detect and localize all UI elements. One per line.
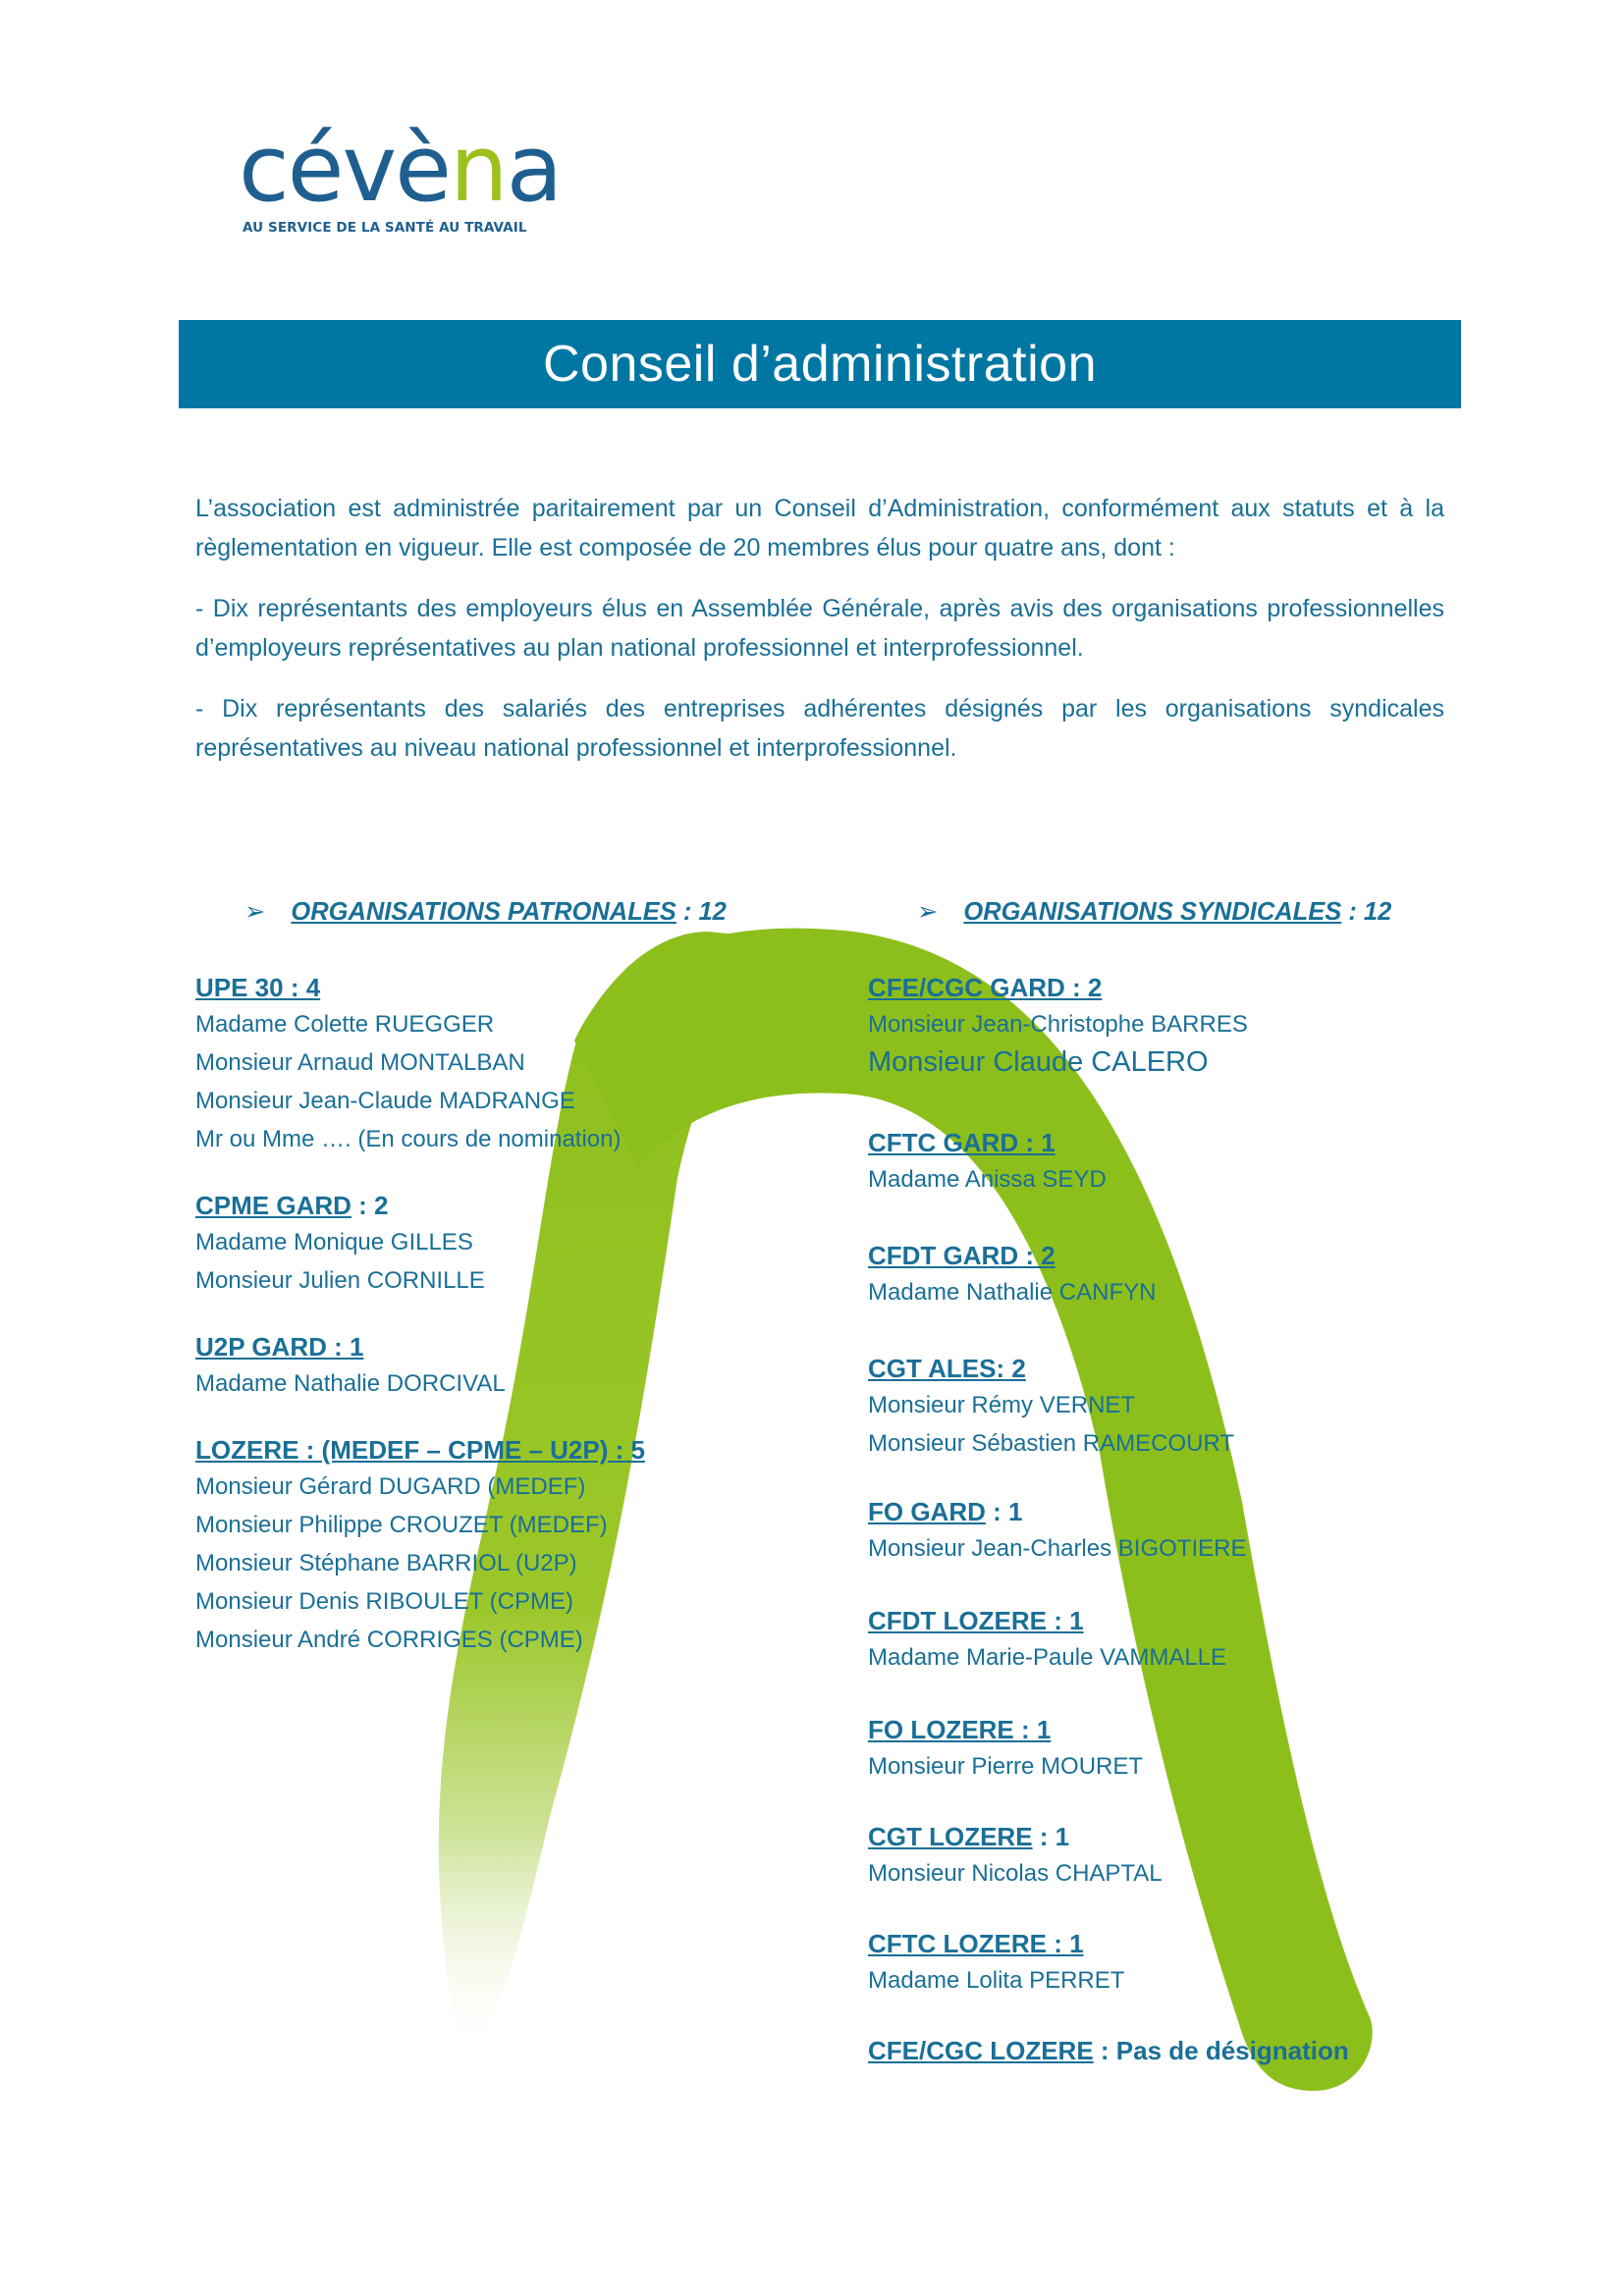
member-name: Monsieur Claude CALERO — [868, 1046, 1209, 1078]
intro-text — [195, 489, 1444, 789]
member-name: Madame Colette RUEGGER — [195, 1011, 495, 1038]
org-title: CFDT GARD : 2 — [868, 1241, 1056, 1270]
logo-wordmark: cévèna — [239, 116, 562, 223]
org-group — [868, 2033, 1496, 2068]
org-title: CFE/CGC LOZERE : Pas de désignation — [868, 2036, 1349, 2065]
member-name: Monsieur Gérard DUGARD (MEDEF) — [195, 1473, 586, 1500]
org-title: FO LOZERE : 1 — [868, 1715, 1052, 1744]
member-name: Monsieur Sébastien RAMECOURT — [868, 1430, 1235, 1457]
org-title: CPME GARD : 2 — [195, 1191, 389, 1220]
org-group — [868, 1125, 1496, 1199]
org-title: CGT ALES: 2 — [868, 1354, 1026, 1383]
org-group — [195, 1188, 824, 1300]
member-name: Madame Nathalie CANFYN — [868, 1279, 1157, 1306]
org-title: LOZERE : (MEDEF – CPME – U2P) : 5 — [195, 1435, 645, 1465]
member-name: Monsieur André CORRIGES (CPME) — [195, 1627, 583, 1653]
member-name: Monsieur Denis RIBOULET (CPME) — [195, 1588, 573, 1615]
org-group — [195, 1432, 824, 1659]
patronales-column — [195, 897, 824, 1659]
member-name: Monsieur Pierre MOURET — [868, 1753, 1144, 1780]
org-group — [868, 1926, 1496, 2000]
arrow-bullet-icon: ➢ — [244, 898, 266, 926]
member-name: Monsieur Jean-Charles BIGOTIERE — [868, 1535, 1247, 1562]
intro-paragraph: - Dix représentants des employeurs élus en Assemblée Générale, après avis des organisations professionnelles d’employeurs représentatives au plan national professionnel et interprofessionnel. — [195, 595, 1444, 662]
member-name: Monsieur Arnaud MONTALBAN — [195, 1049, 525, 1076]
org-group — [868, 1351, 1496, 1463]
org-group — [868, 1238, 1496, 1311]
member-name: Monsieur Jean-Claude MADRANGE — [195, 1088, 575, 1114]
member-name: Madame Nathalie DORCIVAL — [195, 1370, 506, 1397]
org-title: CGT LOZERE : 1 — [868, 1822, 1070, 1851]
member-name: Monsieur Jean-Christophe BARRES — [868, 1011, 1248, 1038]
member-name: Mr ou Mme …. (En cours de nomination) — [195, 1126, 622, 1152]
member-name: Madame Monique GILLES — [195, 1229, 473, 1255]
intro-paragraph: L’association est administrée paritairement par un Conseil d’Administration, conformément aux statuts et à la règlementation en vigueur. Elle est composée de 20 membres élus pour quatre ans, dont : — [195, 495, 1444, 561]
cevena-logo — [239, 116, 562, 236]
org-title: FO GARD : 1 — [868, 1497, 1023, 1526]
member-name: Madame Marie-Paule VAMMALLE — [868, 1644, 1227, 1671]
org-title: CFTC LOZERE : 1 — [868, 1929, 1084, 1958]
arrow-bullet-icon: ➢ — [917, 898, 939, 926]
member-name: Monsieur Stéphane BARRIOL (U2P) — [195, 1550, 577, 1576]
org-title: CFTC GARD : 1 — [868, 1128, 1056, 1157]
syndicales-heading: ➢ ORGANISATIONS SYNDICALES : 12 — [917, 898, 1392, 926]
org-title: CFE/CGC GARD : 2 — [868, 973, 1103, 1002]
org-group — [868, 1819, 1496, 1893]
member-name: Madame Anissa SEYD — [868, 1166, 1107, 1193]
org-title: CFDT LOZERE : 1 — [868, 1606, 1084, 1635]
patronales-heading: ➢ ORGANISATIONS PATRONALES : 12 — [244, 898, 727, 926]
org-group — [868, 1603, 1496, 1677]
member-name: Monsieur Nicolas CHAPTAL — [868, 1860, 1163, 1887]
intro-paragraph: - Dix représentants des salariés des entreprises adhérentes désignés par les organisations syndicales représentatives au niveau national professionnel et interprofessionnel. — [195, 695, 1444, 762]
org-group — [868, 1712, 1496, 1786]
org-title: U2P GARD : 1 — [195, 1332, 364, 1362]
org-group — [868, 970, 1496, 1082]
page-title: Conseil d’administration — [542, 336, 1098, 393]
org-group — [195, 970, 824, 1158]
org-title: UPE 30 : 4 — [195, 973, 321, 1002]
member-name: Monsieur Julien CORNILLE — [195, 1267, 485, 1294]
logo-tagline: AU SERVICE DE LA SANTÉ AU TRAVAIL — [243, 220, 527, 236]
org-group — [868, 1494, 1496, 1568]
member-name: Monsieur Philippe CROUZET (MEDEF) — [195, 1512, 608, 1538]
title-banner — [179, 320, 1461, 408]
org-group — [195, 1329, 824, 1403]
member-name: Madame Lolita PERRET — [868, 1967, 1125, 1994]
member-name: Monsieur Rémy VERNET — [868, 1392, 1136, 1418]
syndicales-column — [868, 897, 1496, 2068]
